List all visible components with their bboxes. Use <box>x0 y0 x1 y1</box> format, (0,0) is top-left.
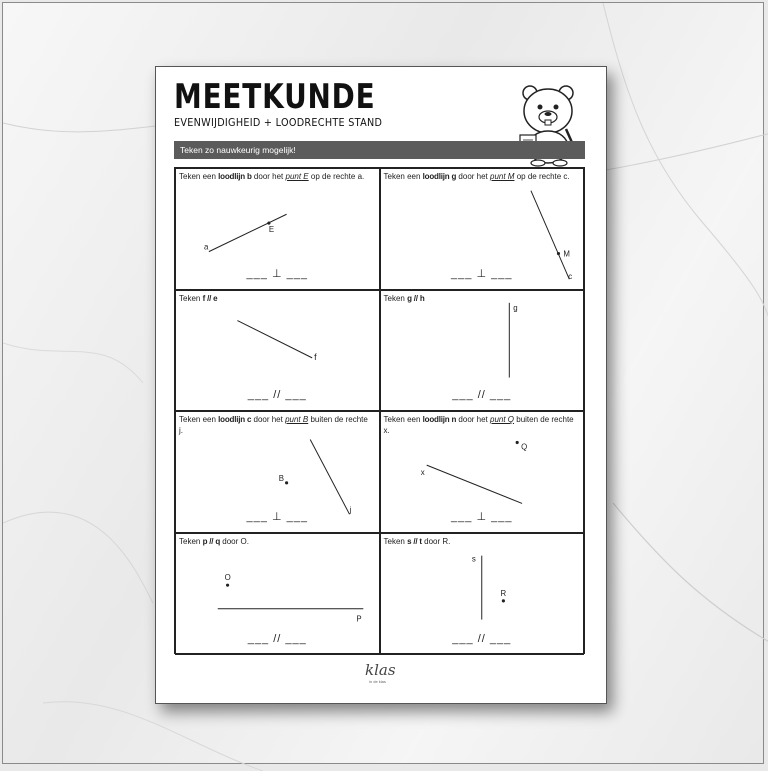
svg-text:j: j <box>349 505 352 515</box>
svg-text:E: E <box>268 224 275 234</box>
svg-text:Q: Q <box>520 442 527 452</box>
exercise-prompt: Teken een loodlijn c door het punt B buiten de rechte j. <box>179 415 368 435</box>
answer-line[interactable]: ___ // ___ <box>247 633 307 645</box>
svg-text:O: O <box>224 573 231 583</box>
exercise-cell <box>175 168 380 290</box>
worksheet-page <box>155 66 607 704</box>
exercise-cell <box>380 411 585 533</box>
instruction-bar: Teken zo nauwkeurig mogelijk! <box>174 141 585 159</box>
exercise-grid <box>174 167 585 654</box>
exercise-cell <box>175 290 380 411</box>
page-subtitle: EVENWIJDIGHEID + LOODRECHTE STAND <box>174 117 383 129</box>
answer-line[interactable]: ___ // ___ <box>452 389 512 401</box>
svg-text:s: s <box>471 554 476 564</box>
exercise-prompt: Teken een loodlijn g door het punt M op de rechte c. <box>383 172 570 181</box>
exercise-prompt: Teken een loodlijn n door het punt Q buiten de rechte x. <box>383 415 574 435</box>
brand-logo: klas <box>365 661 396 679</box>
exercise-cell <box>380 533 585 655</box>
exercise-prompt: Teken f // e <box>179 294 218 303</box>
svg-text:x: x <box>420 467 425 477</box>
exercise-cell <box>175 411 380 533</box>
answer-line[interactable]: ___ ⊥ ___ <box>451 268 513 280</box>
exercise-cell <box>380 290 585 411</box>
svg-text:B: B <box>278 473 284 483</box>
svg-text:a: a <box>203 242 209 252</box>
svg-text:P: P <box>356 614 362 624</box>
svg-text:g: g <box>512 303 518 313</box>
exercise-cell <box>175 533 380 655</box>
image-frame <box>2 2 764 764</box>
exercise-prompt: Teken s // t door R. <box>383 537 451 546</box>
svg-text:c: c <box>567 272 572 282</box>
svg-text:M: M <box>562 249 570 259</box>
exercise-prompt: Teken een loodlijn b door het punt E op de rechte a. <box>179 172 365 181</box>
answer-line[interactable]: ___ ⊥ ___ <box>246 268 308 280</box>
exercise-prompt: Teken p // q door O. <box>179 537 249 546</box>
answer-line[interactable]: ___ // ___ <box>247 389 307 401</box>
exercise-cell <box>380 168 585 290</box>
svg-text:R: R <box>499 588 506 598</box>
answer-line[interactable]: ___ ⊥ ___ <box>451 511 513 523</box>
answer-line[interactable]: ___ // ___ <box>452 633 512 645</box>
answer-line[interactable]: ___ ⊥ ___ <box>246 511 308 523</box>
page-title: MEETKUNDE <box>174 77 376 117</box>
exercise-prompt: Teken g // h <box>383 294 425 303</box>
brand-logo-subtitle: in de klas <box>369 679 386 684</box>
svg-text:f: f <box>314 351 317 362</box>
